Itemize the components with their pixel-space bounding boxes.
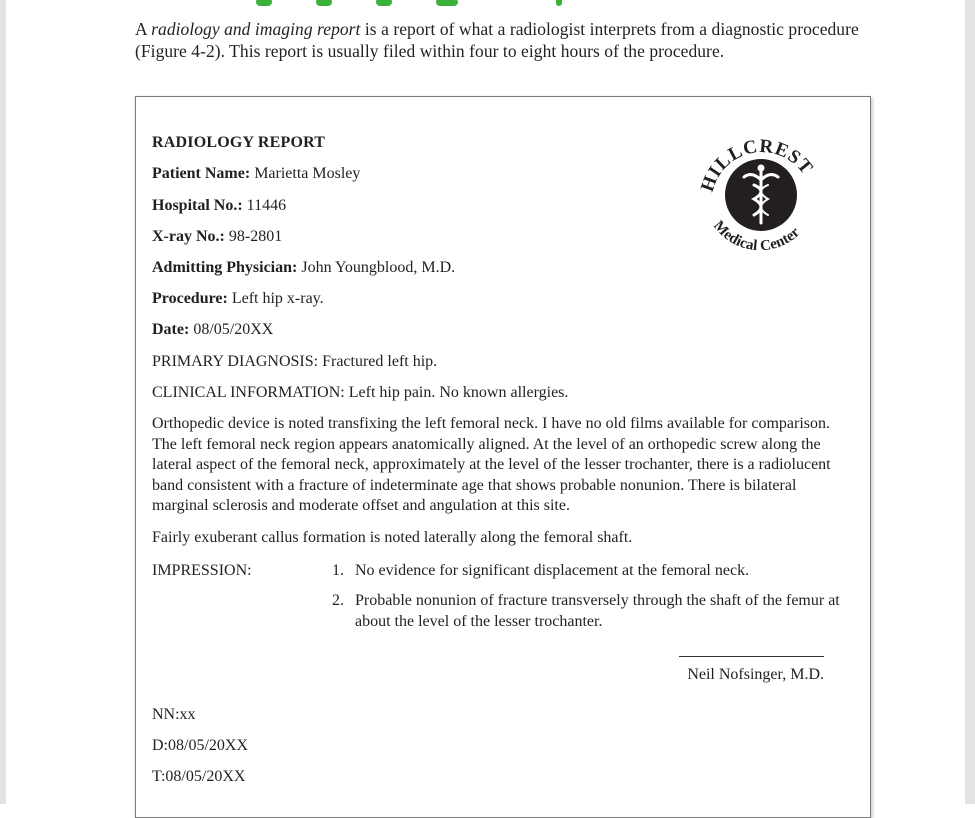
clinical-information: CLINICAL INFORMATION: Left hip pain. No known allergies. [152,384,569,401]
clipped-heading-fragment [6,0,965,6]
callus-note: Fairly exuberant callus formation is noted laterally along the femoral shaft. [152,529,633,546]
page-margin-right [965,0,975,804]
intro-term: radiology and imaging report [151,19,361,39]
patient-name-field: Patient Name: Marietta Mosley [152,165,361,182]
page-margin-left [0,0,6,804]
hillcrest-logo [696,127,826,257]
primary-diagnosis: PRIMARY DIAGNOSIS: Fractured left hip. [152,353,438,370]
signature-name: Neil Nofsinger, M.D. [687,666,824,683]
footer-transcribed-date: T:08/05/20XX [152,768,246,785]
report-title: RADIOLOGY REPORT [152,134,326,151]
logo-bottom-text: Medical Center [710,217,804,255]
hospital-number-field: Hospital No.: 11446 [152,197,287,214]
signature-line [679,656,824,657]
xray-number-field: X-ray No.: 98-2801 [152,228,283,245]
date-field: Date: 08/05/20XX [152,321,274,338]
impression-item: 1. No evidence for significant displacement at the femoral neck. [332,562,750,579]
admitting-physician-field: Admitting Physician: John Youngblood, M.D. [152,259,456,276]
footer-dictated-date: D:08/05/20XX [152,737,248,754]
impression-item: 2. Probable nonunion of fracture transversely through the shaft of the femur at about the level of the lesser trochanter. [332,592,840,630]
findings-paragraph: Orthopedic device is noted transfixing the left femoral neck. I have no old films available for comparison. The left femoral neck region appears anatomically aligned. At the level of an orthopedic screw along the lateral aspect of the femoral neck, approximately at the level of the lesser trochanter, there is a radiolucent band consistent with a fracture of indeterminate age that shows probable nonunion. There is bilateral marginal sclerosis and moderate offset and angulation at this site. [152,415,831,514]
intro-paragraph: A radiology and imaging report is a report of what a radiologist interprets from a diagnostic procedure (Figure 4-2). This report is usually filed within four to eight hours of the procedure. [135,19,859,61]
logo-top-text: HILLCREST [696,135,818,195]
footer-initials: NN:xx [152,706,196,723]
procedure-field: Procedure: Left hip x-ray. [152,290,324,307]
radiology-report-form [135,96,871,818]
impression-label: IMPRESSION: [152,562,252,579]
